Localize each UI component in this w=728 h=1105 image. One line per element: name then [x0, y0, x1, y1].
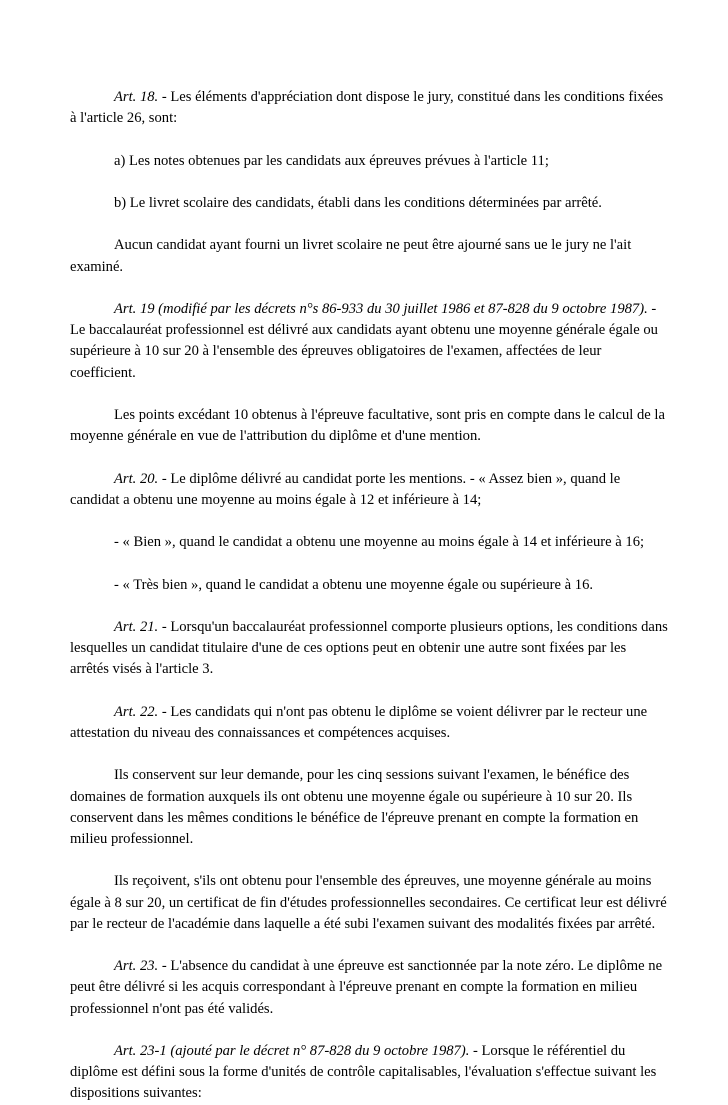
- article-heading: Art. 19 (modifié par les décrets n°s 86-933 du 30 juillet 1986 et 87-828 du 9 octobre 1987).: [114, 300, 648, 317]
- paragraph-livret: [70, 235, 668, 277]
- paragraph-text: - L'absence du candidat à une épreuve est sanctionnée par la note zéro. Le diplôme ne peut être délivré si les acquis correspondant à l'épreuve prenant en compte la formation en milieu professionnel n'ont pas été validés.: [70, 958, 663, 1017]
- paragraph-text: - Les éléments d'appréciation dont dispose le jury, constitué dans les conditions fixées à l'article 26, sont:: [70, 89, 664, 127]
- paragraph-art-21: [70, 617, 668, 681]
- paragraph-art-20: [70, 469, 668, 511]
- article-heading: Art. 23.: [114, 958, 159, 975]
- paragraph-recoivent: [70, 871, 668, 935]
- paragraph-mention-tres-bien: [70, 575, 668, 596]
- paragraph-text: Ils conservent sur leur demande, pour les cinq sessions suivant l'examen, le bénéfice des domaines de formation auxquels ils ont obtenu une moyenne égale ou supérieure à 10 sur 20. Ils conservent dans les mêmes conditions le bénéfice de l'épreuve prenant en compte la formation en milieu professionnel.: [70, 767, 639, 847]
- article-heading: Art. 21.: [114, 618, 159, 635]
- paragraph-text: a) Les notes obtenues par les candidats aux épreuves prévues à l'article 11;: [114, 152, 549, 169]
- paragraph-art-18: [70, 87, 668, 129]
- paragraph-text: - « Bien », quand le candidat a obtenu une moyenne au moins égale à 14 et inférieure à 16;: [114, 534, 645, 551]
- paragraph-text: - Les candidats qui n'ont pas obtenu le diplôme se voient délivrer par le recteur une attestation du niveau des connaissances et compétences acquises.: [70, 703, 648, 741]
- paragraph-text: Aucun candidat ayant fourni un livret scolaire ne peut être ajourné sans ue le jury ne l'ait examiné.: [70, 237, 632, 275]
- paragraph-text: Les points excédant 10 obtenus à l'épreuve facultative, sont pris en compte dans le calcul de la moyenne générale en vue de l'attribution du diplôme et d'une mention.: [70, 406, 665, 445]
- paragraph-art-22: [70, 702, 668, 744]
- paragraph-text: b) Le livret scolaire des candidats, établi dans les conditions déterminées par arrêté.: [114, 194, 602, 211]
- paragraph-mention-bien: [70, 532, 668, 553]
- paragraph-text: - Le diplôme délivré au candidat porte les mentions. - « Assez bien », quand le candidat a obtenu une moyenne au moins égale à 12 et inférieure à 14;: [70, 470, 621, 508]
- paragraph-points-facultative: [70, 405, 668, 447]
- article-heading: Art. 20.: [114, 470, 159, 487]
- article-heading: Art. 18.: [114, 89, 159, 105]
- paragraph-text: - « Très bien », quand le candidat a obtenu une moyenne égale ou supérieure à 16.: [114, 576, 594, 593]
- paragraph-text: - Lorsqu'un baccalauréat professionnel comporte plusieurs options, les conditions dans lesquelles un candidat titulaire d'une de ces options peut en obtenir une autre sont fixées par les arrêtés visés à l'article 3.: [70, 618, 668, 678]
- paragraph-item-b: [70, 193, 668, 214]
- paragraph-art-23: [70, 956, 668, 1020]
- paragraph-conservent: [70, 765, 668, 850]
- article-heading: Art. 23-1 (ajouté par le décret n° 87-828 du 9 octobre 1987).: [114, 1042, 470, 1059]
- paragraph-art-23-1: [70, 1041, 668, 1105]
- paragraph-art-19: [70, 299, 668, 384]
- paragraph-text: - Le baccalauréat professionnel est délivré aux candidats ayant obtenu une moyenne générale égale ou supérieure à 10 sur 20 à l'ensemble des épreuves obligatoires de l'examen, affectées de leur coefficient.: [70, 300, 658, 381]
- paragraph-item-a: [70, 151, 668, 172]
- paragraph-text: Ils reçoivent, s'ils ont obtenu pour l'ensemble des épreuves, une moyenne générale au moins égale à 8 sur 20, un certificat de fin d'études professionnelles secondaires. Ce certificat leur est délivré par le recteur de l'académie dans laquelle a été subi l'examen suivant des modalités fixées par arrêté.: [70, 873, 667, 932]
- article-heading: Art. 22.: [114, 703, 159, 720]
- paragraph-text: - Lorsque le référentiel du diplôme est défini sous la forme d'unités de contrôle capitalisables, l'évaluation s'effectue suivant les dispositions suivantes:: [70, 1042, 657, 1102]
